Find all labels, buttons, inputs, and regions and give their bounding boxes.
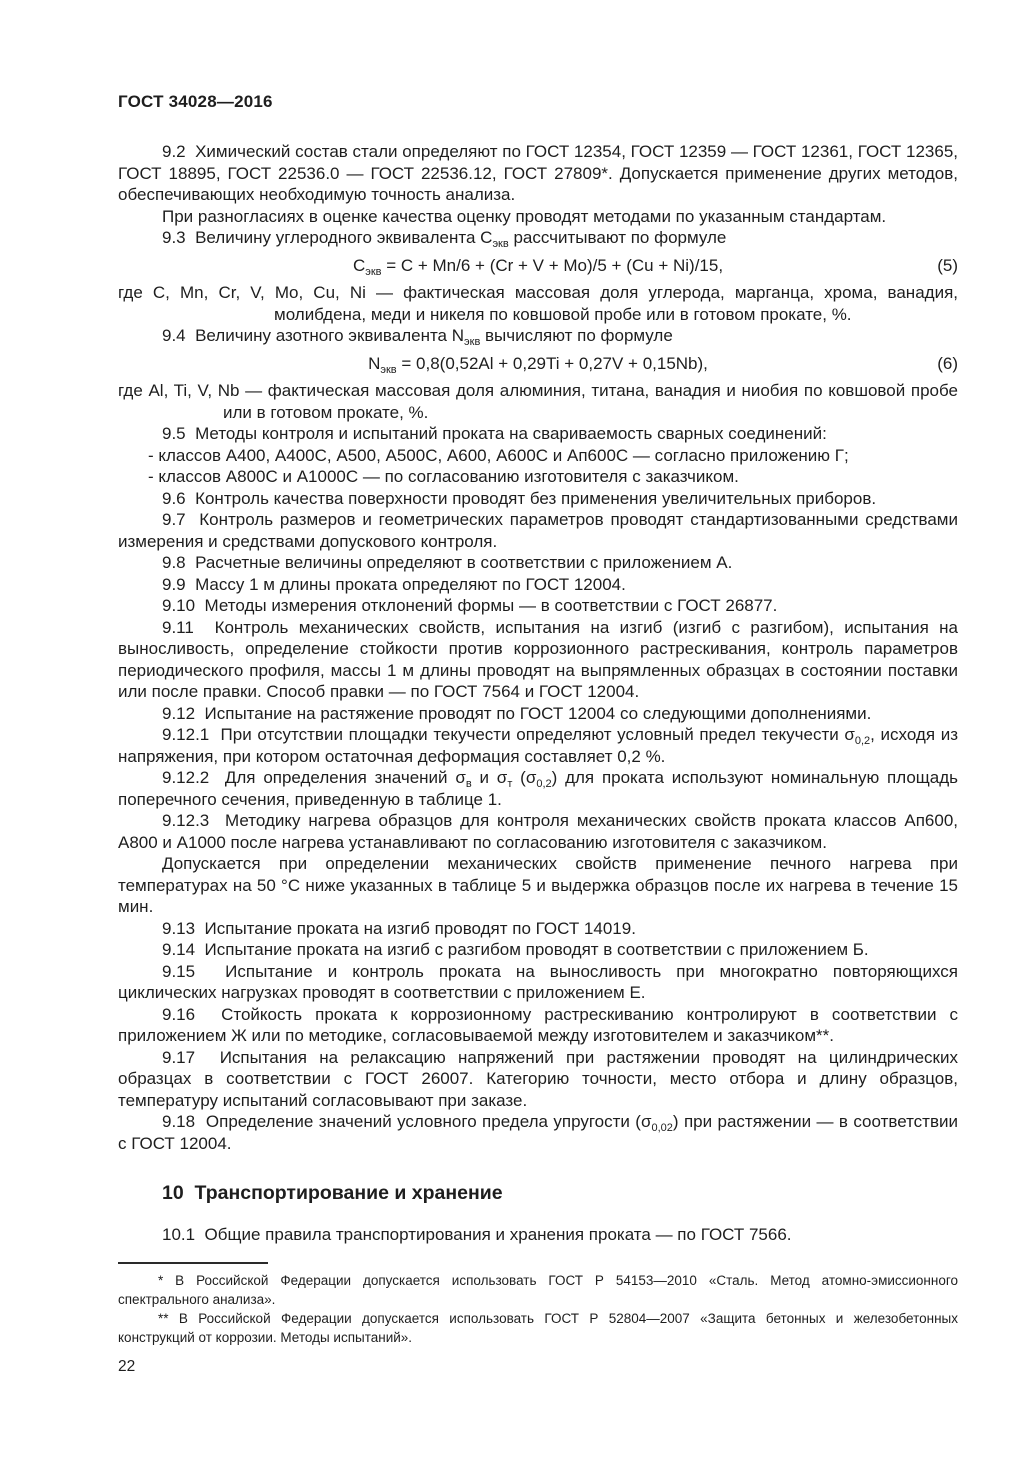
clause-9-4: 9.4 Величину азотного эквивалента $N_{экв}$ вычисляют по формуле (162, 326, 673, 348)
footnote-divider (118, 1262, 268, 1264)
clause-9-2-disagreement: При разногласиях в оценке качества оценку проводят методами по указанным стандартам. (162, 206, 887, 226)
clause-9-12-1: 9.12.1 При отсутствии площадки текучести определяют условный предел текучести $\sigma_{0,2}$, исходя из напряжения, при котором остаточная деформация составляет 0,2 %. (118, 725, 958, 766)
clause-9-6: 9.6 Контроль качества поверхности проводят без применения увеличительных приборов. (162, 488, 877, 508)
clause-9-12: 9.12 Испытание на растяжение проводят по ГОСТ 12004 со следующими дополнениями. (162, 703, 872, 723)
clause-9-3-definition: где C, Mn, Cr, V, Mo, Cu, Ni — фактическая массовая доля углерода, марганца, хрома, ванадия, молибдена, меди и никеля по ковшовой пробе или в готовом прокате, %. (118, 283, 958, 324)
clause-9-12-3: 9.12.3 Методику нагрева образцов для контроля механических свойств проката классов Ап600, А800 и А1000 после нагрева устанавливают по согласованию изготовителя с заказчиком. (118, 811, 958, 852)
clause-9-15: 9.15 Испытание и контроль проката на выносливость при многократно повторяющихся циклических нагрузках проводят в соответствии с приложением Е. (118, 961, 958, 1002)
clause-9-5-list-item-2: - классов А800С и А1000С — по согласованию изготовителя с заказчиком. (148, 467, 739, 486)
footnote-2: ** В Российской Федерации допускается использовать ГОСТ Р 52804—2007 «Защита бетонных и железобетонных конструкций от коррозии. Методы испытаний». (118, 1310, 958, 1345)
formula-5-number: (5) (937, 255, 958, 275)
clause-9-5-list-item-1: - классов А400, А400С, А500, А500С, А600, А600С и Ап600С — согласно приложению Г; (148, 445, 849, 465)
formula-6 (118, 353, 958, 375)
page-content (118, 92, 958, 1376)
clause-9-18: 9.18 Определение значений условного предела упругости $(\sigma_{0,02})$ при растяжении — в соответствии с ГОСТ 12004. (118, 1112, 958, 1153)
clause-10-1: 10.1 Общие правила транспортирования и хранения проката — по ГОСТ 7566. (162, 1225, 792, 1244)
formula-6-expression: $N_{экв} = 0,8(0,52Al + 0,29Ti + 0,27V + 0,15Nb)$, (368, 353, 708, 376)
clause-9-9: 9.9 Массу 1 м длины проката определяют по ГОСТ 12004. (162, 574, 626, 594)
page-number: 22 (118, 1357, 136, 1375)
clause-9-10: 9.10 Методы измерения отклонений формы — в соответствии с ГОСТ 26877. (162, 596, 778, 615)
clause-9-2: 9.2 Химический состав стали определяют по ГОСТ 12354, ГОСТ 12359 — ГОСТ 12361, ГОСТ 12365, ГОСТ 18895, ГОСТ 22536.0 — ГОСТ 22536.12, ГОСТ 27809*. Допускается применение других методов, обеспечивающих необходимую точность анализа. (118, 142, 958, 204)
section-10-heading: 10 Транспортирование и хранение (162, 1182, 503, 1204)
page-header: ГОСТ 34028—2016 (118, 92, 273, 111)
clause-9-12-3-note: Допускается при определении механических свойств применение печного нагрева при температурах на 50 °С ниже указанных в таблице 5 и выдержка образцов после их нагрева в течение 15 мин. (118, 854, 958, 916)
clause-9-11: 9.11 Контроль механических свойств, испытания на изгиб (изгиб с разгибом), испытания на выносливость, определение стойкости против коррозионного растрескивания, контроль параметров периодического профиля, массы 1 м длины проводят на выпрямленных образцах в состоянии поставки или после правки. Способ правки — по ГОСТ 7564 и ГОСТ 12004. (118, 617, 958, 701)
footnotes-block (118, 1262, 958, 1347)
clause-9-5: 9.5 Методы контроля и испытаний проката на свариваемость сварных соединений: (162, 424, 827, 443)
clause-9-13: 9.13 Испытание проката на изгиб проводят по ГОСТ 14019. (162, 918, 636, 938)
formula-5-expression: $C_{экв} = C + Mn/6 + (Cr + V + Mo)/5 + (Cu + Ni)/15$, (352, 255, 724, 278)
footnote-1: * В Российской Федерации допускается использовать ГОСТ Р 54153—2010 «Сталь. Метод атомно-эмиссионного спектрального анализа». (118, 1272, 958, 1307)
clause-9-16: 9.16 Стойкость проката к коррозионному растрескиванию контролируют в соответствии с приложением Ж или по методике, согласовываемой между изготовителем и заказчиком**. (118, 1004, 958, 1045)
clause-9-14: 9.14 Испытание проката на изгиб с разгибом проводят в соответствии с приложением Б. (162, 940, 869, 959)
formula-5 (118, 255, 958, 277)
clause-9-17: 9.17 Испытания на релаксацию напряжений при растяжении проводят на цилиндрических образцах в соответствии с ГОСТ 26007. Категорию точности, место отбора и длину образцов, температуру испытаний согласовывают при заказе. (118, 1047, 958, 1110)
clause-9-4-definition: где Al, Ti, V, Nb — фактическая массовая доля алюминия, титана, ванадия и ниобия по ковшовой пробе или в готовом прокате, %. (118, 381, 958, 422)
clause-9-3: 9.3 Величину углеродного эквивалента $C_{экв}$ рассчитывают по формуле (162, 228, 727, 250)
clause-9-7: 9.7 Контроль размеров и геометрических параметров проводят стандартизованными средствами измерения и средствами допускового контроля. (118, 510, 958, 551)
clause-9-8: 9.8 Расчетные величины определяют в соответствии с приложением А. (162, 553, 733, 572)
clause-9-12-2: 9.12.2 Для определения значений $\sigma_в$ и $\sigma_т$ $(\sigma_{0,2})$ для проката используют номинальную площадь поперечного сечения, приведенную в таблице 1. (118, 768, 959, 809)
formula-6-number: (6) (937, 353, 958, 373)
